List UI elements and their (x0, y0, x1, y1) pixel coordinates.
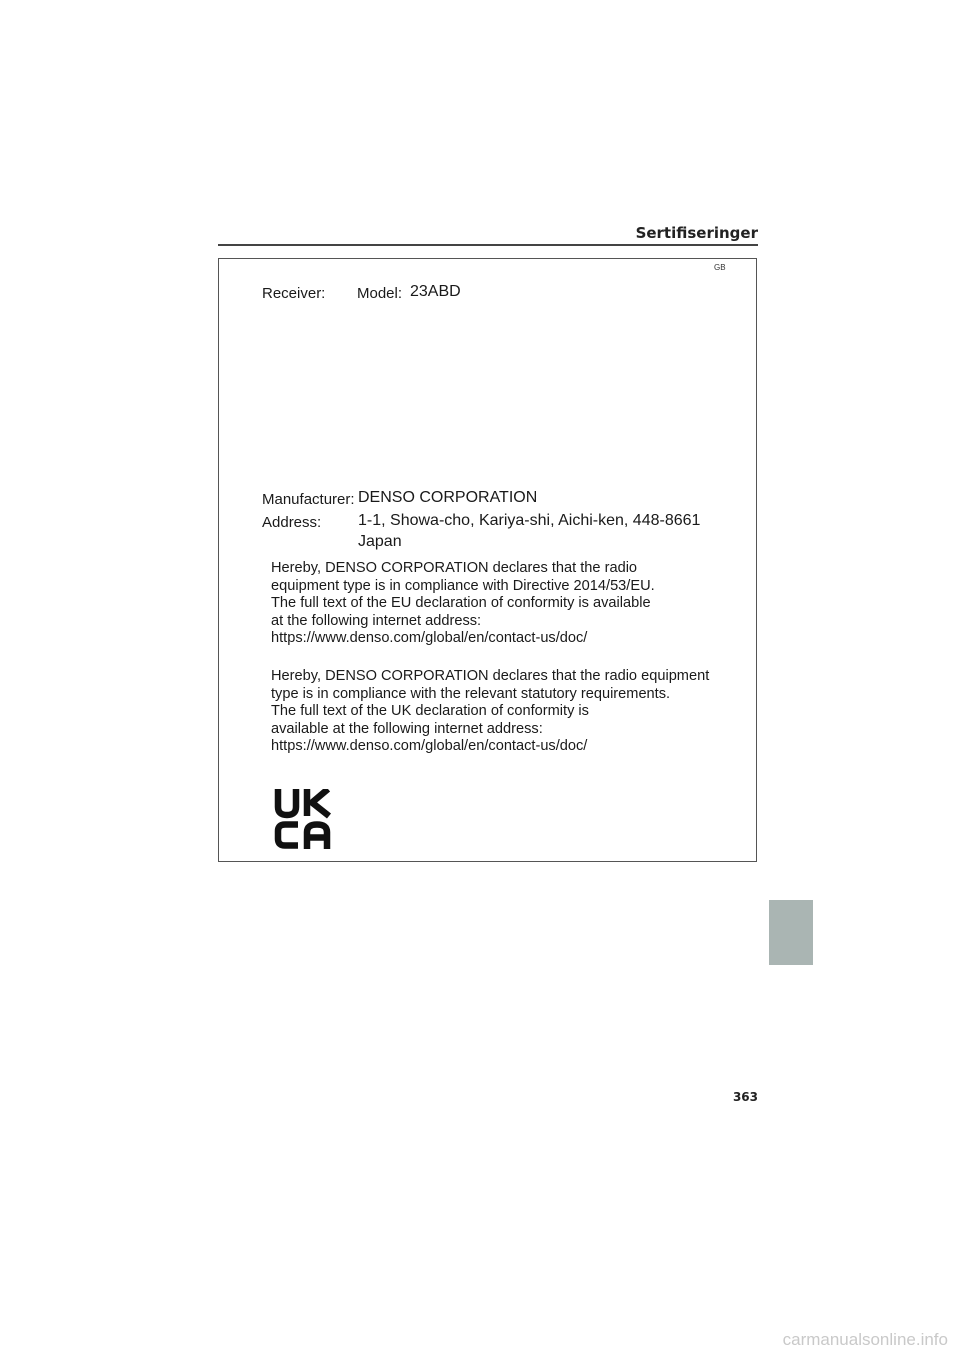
eu-declaration-line: equipment type is in compliance with Directive 2014/53/EU. (271, 577, 655, 594)
address-line-1: 1-1, Showa-cho, Kariya-shi, Aichi-ken, 448-8661 (358, 512, 701, 529)
uk-declaration-line: type is in compliance with the relevant statutory requirements. (271, 685, 671, 702)
page-number: 363 (732, 1090, 758, 1104)
section-title: Sertifiseringer (635, 224, 758, 242)
uk-declaration (271, 668, 709, 756)
manufacturer-label: Manufacturer: (262, 491, 355, 508)
uk-declaration-line: Hereby, DENSO CORPORATION declares that the radio equipment (271, 668, 710, 684)
eu-declaration-line: at the following internet address: (271, 612, 482, 629)
chapter-tab (769, 900, 813, 965)
receiver-label: Receiver: (262, 285, 326, 302)
address-label: Address: (262, 514, 322, 531)
eu-declaration-line: Hereby, DENSO CORPORATION declares that the radio (271, 560, 638, 576)
model-value: 23ABD (410, 283, 461, 300)
address-line-2: Japan (358, 533, 402, 550)
eu-declaration-line: The full text of the EU declaration of conformity is available (271, 595, 651, 612)
uk-declaration-line: The full text of the UK declaration of conformity is (271, 703, 589, 720)
eu-declaration-url: https://www.denso.com/global/en/contact-us/doc/ (271, 630, 588, 647)
eu-declaration (271, 560, 655, 648)
region-code: GB (714, 263, 726, 272)
watermark: carmanualsonline.info (782, 1330, 948, 1349)
uk-declaration-url: https://www.denso.com/global/en/contact-us/doc/ (271, 738, 588, 755)
manufacturer-value: DENSO CORPORATION (358, 489, 538, 506)
model-label: Model: (357, 285, 403, 302)
header-divider (218, 244, 758, 246)
ukca-mark (274, 789, 332, 849)
uk-declaration-line: available at the following internet address: (271, 720, 543, 737)
